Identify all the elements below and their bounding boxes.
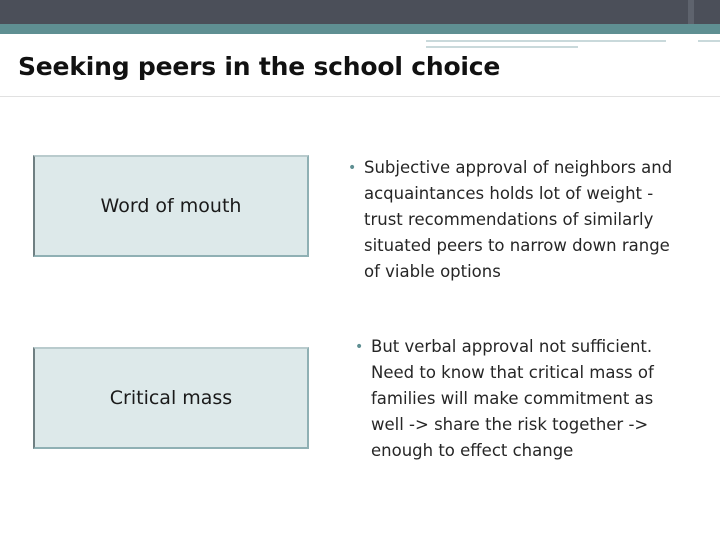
header-accent-rule [0,24,720,34]
concept-box-word-of-mouth [33,155,309,257]
bullet-text: But verbal approval not sufficient. Need to know that critical mass of families will make commitment as well -> share the risk together -> enough to effect change [371,337,654,460]
bullet-icon: • [348,160,357,176]
bullet-text: Subjective approval of neighbors and acquaintances holds lot of weight - trust recommendations of similarly situated peers to narrow down range of viable options [364,158,673,281]
header-divider-mark [688,0,694,24]
bullet-word-of-mouth [348,155,688,285]
header-accent-line [426,40,666,42]
header-accent-line-short [426,46,578,48]
concept-label: Critical mass [109,387,233,409]
header-accent-line-right [698,40,720,42]
concept-box-critical-mass [33,347,309,449]
title-divider [0,96,720,97]
slide-title: Seeking peers in the school choice [18,52,501,81]
top-header-band [0,0,720,24]
concept-label: Word of mouth [100,195,242,217]
bullet-icon: • [355,339,364,355]
bullet-critical-mass [355,334,690,464]
